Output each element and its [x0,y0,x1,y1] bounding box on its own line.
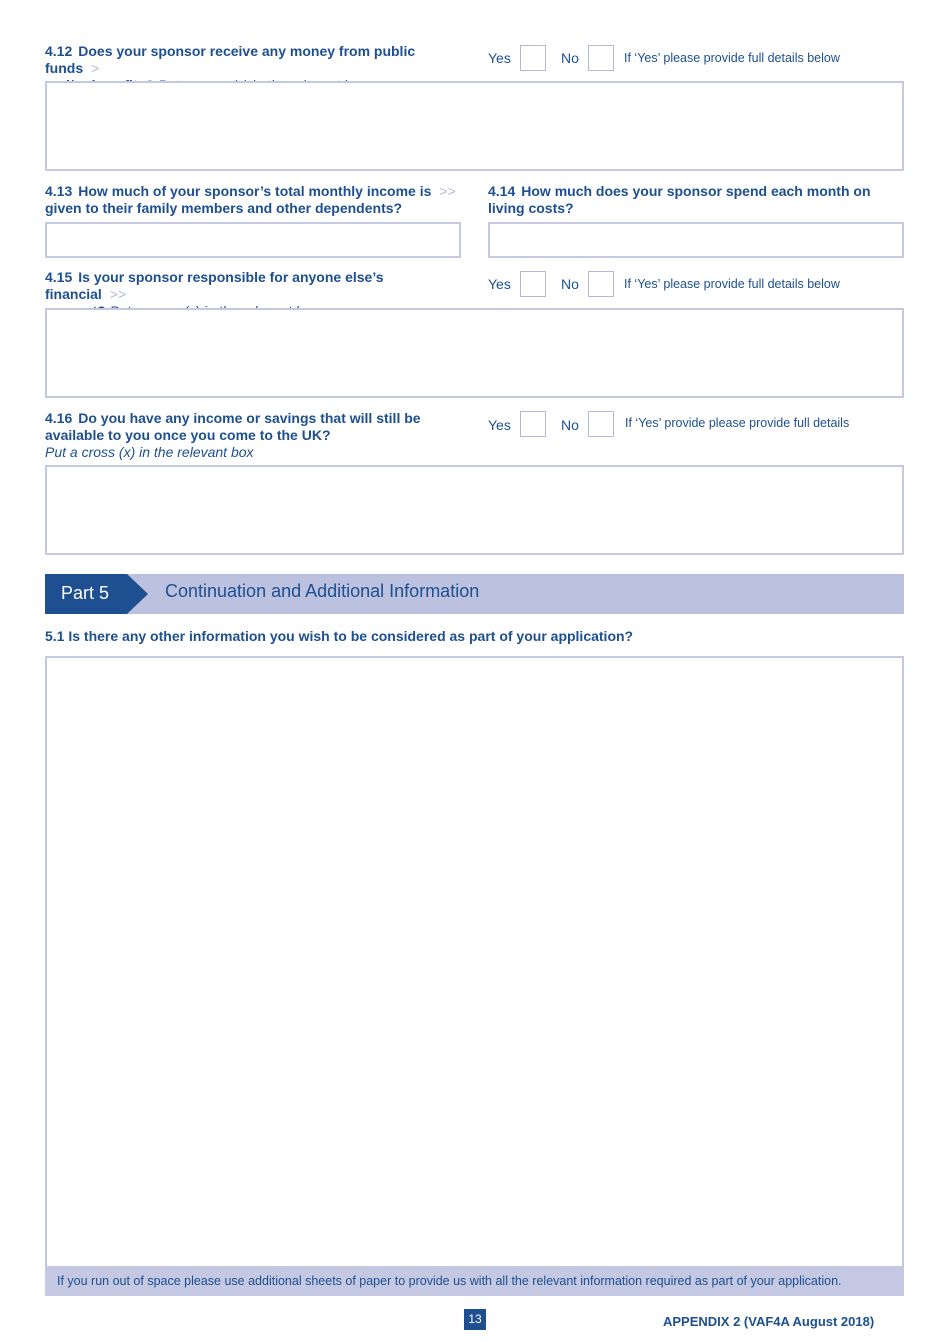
question-4-13-label [45,183,465,217]
details-note: If ‘Yes’ please provide full details below [624,51,840,65]
page-number: 13 [464,1309,486,1330]
part-5-tab-label: Part 5 [61,583,110,603]
details-field-4-15[interactable] [45,308,904,398]
appendix-label: APPENDIX 2 (VAF4A August 2018) [663,1314,875,1329]
part-5-title: Continuation and Additional Information [165,581,480,601]
question-text: living costs? [488,200,574,216]
yes-label: Yes [488,276,511,292]
no-label: No [561,276,579,292]
question-number: 4.15 [45,269,73,285]
continuation-note: If you run out of space please use additional sheets of paper to provide us with all the relevant information required as part of your application. [45,1266,904,1296]
question-text: Does your sponsor receive any money from public funds [45,43,416,76]
no-checkbox-4-16[interactable] [588,411,614,437]
arrow-icon: > [91,60,100,76]
arrow-icon: >> [109,286,127,302]
no-label: No [561,50,579,66]
yes-checkbox-4-15[interactable] [520,271,546,297]
no-checkbox-4-12[interactable] [588,45,614,71]
instruction-hint: Put a cross (x) in the relevant box [45,444,254,460]
no-label: No [561,417,579,433]
no-checkbox-4-15[interactable] [588,271,614,297]
arrow-icon: >> [439,183,456,199]
yes-checkbox-4-12[interactable] [520,45,546,71]
question-number: 4.14 [488,183,516,199]
question-text: Do you have any income or savings that will still be [78,410,421,426]
details-note: If ‘Yes’ provide please provide full details [625,416,850,430]
question-text: How much does your sponsor spend each month on [521,183,871,199]
monthly-income-field-4-13[interactable] [45,222,461,258]
question-text: How much of your sponsor’s total monthly income is [78,183,432,199]
details-field-4-16[interactable] [45,465,904,555]
yes-label: Yes [488,50,511,66]
question-text: Is your sponsor responsible for anyone else’s financial [45,269,384,302]
question-4-14-label [488,183,898,217]
question-4-16-label [45,410,465,461]
question-text: available to you once you come to the UK? [45,427,331,443]
question-number: 4.16 [45,410,73,426]
additional-info-textarea[interactable] [45,656,904,1268]
living-costs-field-4-14[interactable] [488,222,904,258]
yes-checkbox-4-16[interactable] [520,411,546,437]
details-note: If ‘Yes’ please provide full details below [624,277,840,291]
question-5-1-label: 5.1 Is there any other information you wish to be considered as part of your application? [45,628,634,644]
question-text: given to their family members and other dependents? [45,200,403,216]
details-field-4-12[interactable] [45,81,904,171]
question-number: 4.13 [45,183,73,199]
yes-label: Yes [488,417,511,433]
question-number: 4.12 [45,43,73,59]
